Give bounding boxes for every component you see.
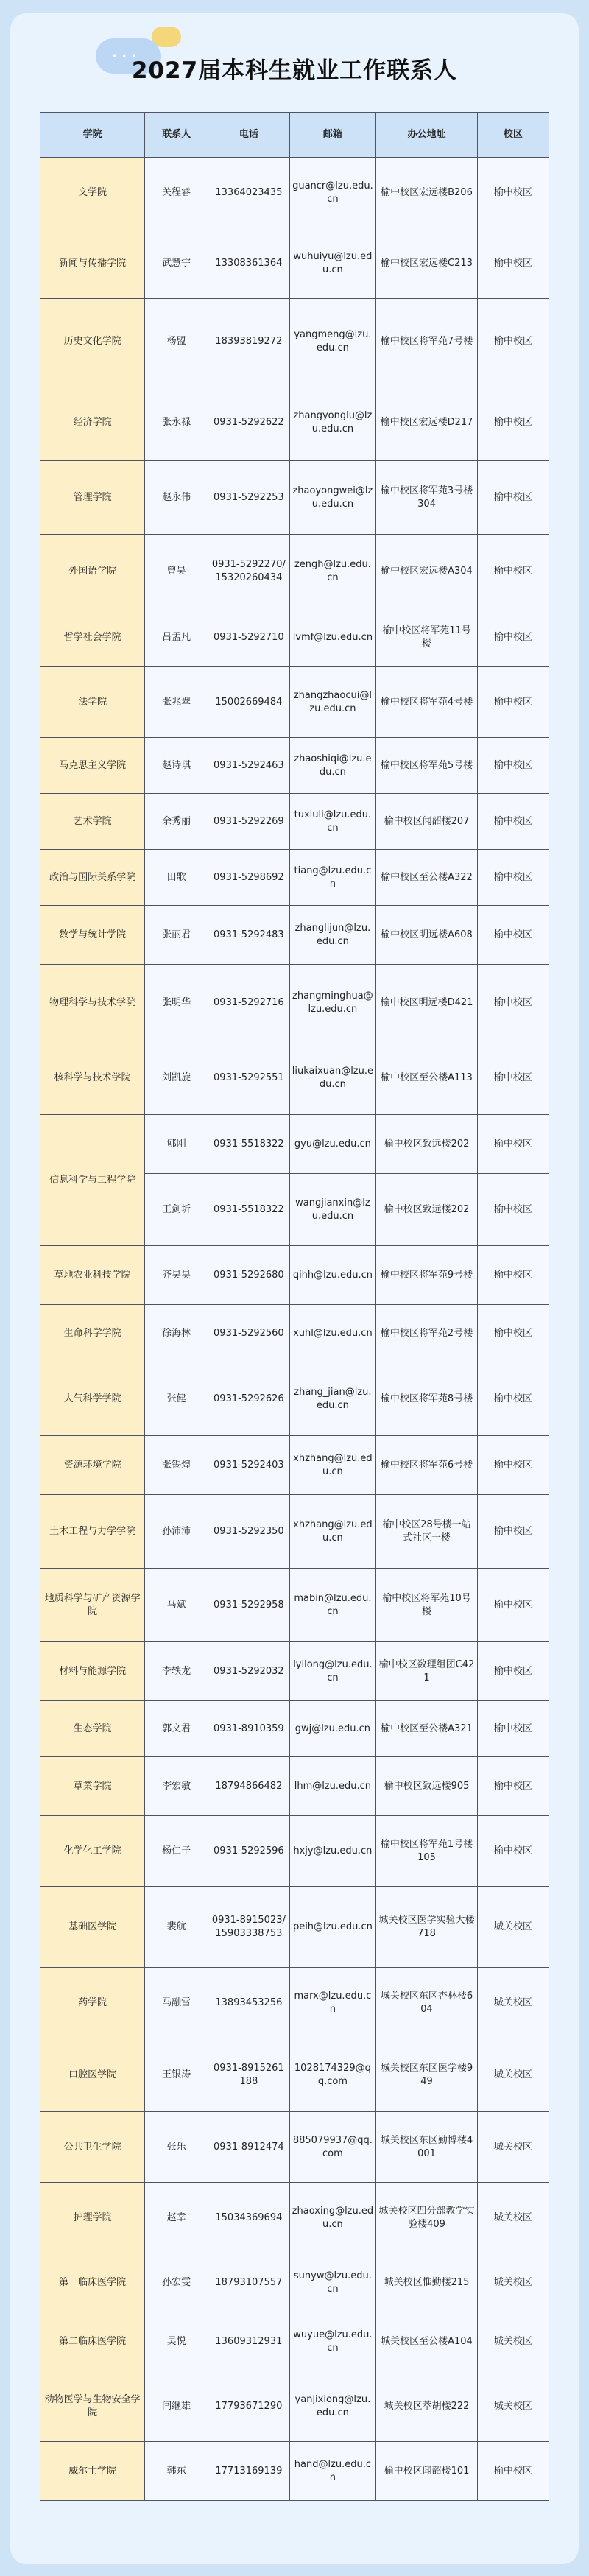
email-cell: zhanglijun@lzu.edu.cn: [289, 906, 375, 965]
email-cell: xuhl@lzu.edu.cn: [289, 1305, 375, 1362]
contact-cell: 马融雪: [145, 1968, 208, 2038]
table-row: [40, 667, 549, 738]
contact-cell: 孙宏雯: [145, 2253, 208, 2312]
email-cell: tuxiuli@lzu.edu.cn: [289, 794, 375, 850]
contact-cell: 裴航: [145, 1887, 208, 1968]
phone-cell: 0931-5292032: [208, 1642, 290, 1701]
office-cell: 榆中校区至公楼A321: [376, 1701, 478, 1757]
college-cell: 生命科学学院: [40, 1305, 145, 1362]
college-cell: 外国语学院: [40, 535, 145, 608]
email-cell: zhangyonglu@lzu.edu.cn: [289, 384, 375, 461]
contact-cell: 关程睿: [145, 158, 208, 228]
email-cell: xhzhang@lzu.edu.cn: [289, 1495, 375, 1569]
table-row: [40, 158, 549, 228]
email-cell: zhaoshiqi@lzu.edu.cn: [289, 738, 375, 794]
campus-cell: 榆中校区: [477, 667, 549, 738]
table-row: [40, 461, 549, 535]
contact-cell: 吴悦: [145, 2312, 208, 2371]
office-cell: 榆中校区将军苑4号楼: [376, 667, 478, 738]
campus-cell: 榆中校区: [477, 738, 549, 794]
header-college: 学院: [40, 113, 145, 158]
college-cell: 政治与国际关系学院: [40, 850, 145, 906]
college-cell: 物理科学与技术学院: [40, 965, 145, 1041]
office-cell: 榆中校区宏远楼C213: [376, 228, 478, 299]
college-cell: 基础医学院: [40, 1887, 145, 1968]
table-row: [40, 1041, 549, 1115]
email-cell: qihh@lzu.edu.cn: [289, 1246, 375, 1305]
office-cell: 榆中校区闻韶楼101: [376, 2442, 478, 2501]
table-row: [40, 1115, 549, 1174]
office-cell: 榆中校区将军苑11号楼: [376, 608, 478, 667]
contact-cell: 刘凯旋: [145, 1041, 208, 1115]
college-cell: 化学化工学院: [40, 1816, 145, 1887]
table-row: [40, 738, 549, 794]
college-cell: 草業学院: [40, 1757, 145, 1816]
email-cell: sunyw@lzu.edu.cn: [289, 2253, 375, 2312]
email-cell: guancr@lzu.edu.cn: [289, 158, 375, 228]
email-cell: peih@lzu.edu.cn: [289, 1887, 375, 1968]
contact-cell: 韩东: [145, 2442, 208, 2501]
college-cell: 艺术学院: [40, 794, 145, 850]
office-cell: 榆中校区将军苑2号楼: [376, 1305, 478, 1362]
phone-cell: 15034369694: [208, 2183, 290, 2253]
table-row: [40, 1757, 549, 1816]
table-row: [40, 608, 549, 667]
office-cell: 榆中校区明远楼A608: [376, 906, 478, 965]
office-cell: 榆中校区28号楼一站式社区一楼: [376, 1495, 478, 1569]
table-row: [40, 794, 549, 850]
phone-cell: 0931-5292622: [208, 384, 290, 461]
email-cell: zengh@lzu.edu.cn: [289, 535, 375, 608]
college-cell: 威尔士学院: [40, 2442, 145, 2501]
table-row: [40, 965, 549, 1041]
table-row: [40, 535, 549, 608]
office-cell: 榆中校区将军苑6号楼: [376, 1436, 478, 1495]
campus-cell: 榆中校区: [477, 1362, 549, 1436]
office-cell: 榆中校区明远楼D421: [376, 965, 478, 1041]
table-row: [40, 228, 549, 299]
college-cell: 第二临床医学院: [40, 2312, 145, 2371]
office-cell: 榆中校区将军苑10号楼: [376, 1569, 478, 1642]
email-cell: hxjy@lzu.edu.cn: [289, 1816, 375, 1887]
contact-cell: 张健: [145, 1362, 208, 1436]
header-campus: 校区: [477, 113, 549, 158]
office-cell: 城关校区萃胡楼222: [376, 2371, 478, 2442]
college-cell: 马克思主义学院: [40, 738, 145, 794]
phone-cell: 0931-5292551: [208, 1041, 290, 1115]
phone-cell: 0931-8915261188: [208, 2038, 290, 2112]
phone-cell: 0931-5292269: [208, 794, 290, 850]
office-cell: 榆中校区宏远楼A304: [376, 535, 478, 608]
college-cell: 草地农业科技学院: [40, 1246, 145, 1305]
campus-cell: 榆中校区: [477, 1701, 549, 1757]
college-cell: 管理学院: [40, 461, 145, 535]
campus-cell: 榆中校区: [477, 535, 549, 608]
college-cell: 文学院: [40, 158, 145, 228]
campus-cell: 城关校区: [477, 1968, 549, 2038]
email-cell: yanjixiong@lzu.edu.cn: [289, 2371, 375, 2442]
contact-cell: 郇刚: [145, 1115, 208, 1174]
office-cell: 榆中校区致远楼202: [376, 1115, 478, 1174]
table-row: [40, 2371, 549, 2442]
college-cell: 经济学院: [40, 384, 145, 461]
contact-table: [40, 112, 549, 2501]
college-cell: 新闻与传播学院: [40, 228, 145, 299]
phone-cell: 17793671290: [208, 2371, 290, 2442]
campus-cell: 榆中校区: [477, 1569, 549, 1642]
phone-cell: 13609312931: [208, 2312, 290, 2371]
campus-cell: 榆中校区: [477, 2442, 549, 2501]
contact-cell: 李宏敏: [145, 1757, 208, 1816]
office-cell: 榆中校区至公楼A113: [376, 1041, 478, 1115]
campus-cell: 榆中校区: [477, 965, 549, 1041]
college-cell: 数学与统计学院: [40, 906, 145, 965]
email-cell: mabin@lzu.edu.cn: [289, 1569, 375, 1642]
table-header-row: [40, 113, 549, 158]
campus-cell: 榆中校区: [477, 1041, 549, 1115]
phone-cell: 0931-5292270/15320260434: [208, 535, 290, 608]
office-cell: 城关校区东区医学楼949: [376, 2038, 478, 2112]
email-cell: 885079937@qq.com: [289, 2112, 375, 2183]
table-row: [40, 1816, 549, 1887]
contact-cell: 张乐: [145, 2112, 208, 2183]
office-cell: 榆中校区宏远楼D217: [376, 384, 478, 461]
table-row: [40, 1642, 549, 1701]
table-row: [40, 1701, 549, 1757]
email-cell: marx@lzu.edu.cn: [289, 1968, 375, 2038]
phone-cell: 0931-5292463: [208, 738, 290, 794]
campus-cell: 榆中校区: [477, 1757, 549, 1816]
office-cell: 榆中校区数理组团C421: [376, 1642, 478, 1701]
office-cell: 城关校区医学实验大楼718: [376, 1887, 478, 1968]
campus-cell: 榆中校区: [477, 1115, 549, 1174]
campus-cell: 榆中校区: [477, 850, 549, 906]
campus-cell: 榆中校区: [477, 299, 549, 384]
office-cell: 榆中校区宏远楼B206: [376, 158, 478, 228]
email-cell: tiang@lzu.edu.cn: [289, 850, 375, 906]
campus-cell: 榆中校区: [477, 1305, 549, 1362]
office-cell: 城关校区惟勤楼215: [376, 2253, 478, 2312]
phone-cell: 18793107557: [208, 2253, 290, 2312]
contact-cell: 闫继雄: [145, 2371, 208, 2442]
phone-cell: 0931-5292403: [208, 1436, 290, 1495]
office-cell: 城关校区四分部教学实验楼409: [376, 2183, 478, 2253]
header-phone: 电话: [208, 113, 290, 158]
contact-cell: 张丽君: [145, 906, 208, 965]
campus-cell: 榆中校区: [477, 1495, 549, 1569]
college-cell: 口腔医学院: [40, 2038, 145, 2112]
college-cell: 哲学社会学院: [40, 608, 145, 667]
phone-cell: 13893453256: [208, 1968, 290, 2038]
college-cell: 土木工程与力学学院: [40, 1495, 145, 1569]
email-cell: hand@lzu.edu.cn: [289, 2442, 375, 2501]
email-cell: lhm@lzu.edu.cn: [289, 1757, 375, 1816]
email-cell: wuyue@lzu.edu.cn: [289, 2312, 375, 2371]
table-row: [40, 2038, 549, 2112]
email-cell: zhangzhaocui@lzu.edu.cn: [289, 667, 375, 738]
email-cell: liukaixuan@lzu.edu.cn: [289, 1041, 375, 1115]
campus-cell: 城关校区: [477, 2038, 549, 2112]
phone-cell: 17713169139: [208, 2442, 290, 2501]
campus-cell: 榆中校区: [477, 608, 549, 667]
contact-cell: 张永禄: [145, 384, 208, 461]
chat-bubble-icon: •••: [96, 38, 161, 74]
office-cell: 榆中校区致远楼905: [376, 1757, 478, 1816]
table-row: [40, 1887, 549, 1968]
phone-cell: 0931-8912474: [208, 2112, 290, 2183]
table-row: [40, 1495, 549, 1569]
office-cell: 城关校区东区杏林楼604: [376, 1968, 478, 2038]
campus-cell: 榆中校区: [477, 794, 549, 850]
email-cell: wangjianxin@lzu.edu.cn: [289, 1174, 375, 1246]
phone-cell: 0931-5292253: [208, 461, 290, 535]
contact-cell: 曾昊: [145, 535, 208, 608]
contact-cell: 郭文君: [145, 1701, 208, 1757]
table-row: [40, 850, 549, 906]
table-row: [40, 299, 549, 384]
phone-cell: 0931-5292680: [208, 1246, 290, 1305]
phone-cell: 15002669484: [208, 667, 290, 738]
office-cell: 榆中校区将军苑3号楼304: [376, 461, 478, 535]
office-cell: 榆中校区将军苑9号楼: [376, 1246, 478, 1305]
college-cell: 大气科学学院: [40, 1362, 145, 1436]
college-cell: 第一临床医学院: [40, 2253, 145, 2312]
table-row: [40, 384, 549, 461]
contact-cell: 王银涛: [145, 2038, 208, 2112]
campus-cell: 城关校区: [477, 2371, 549, 2442]
contact-cell: 武慧宇: [145, 228, 208, 299]
campus-cell: 榆中校区: [477, 1246, 549, 1305]
campus-cell: 榆中校区: [477, 384, 549, 461]
phone-cell: 0931-5292958: [208, 1569, 290, 1642]
college-cell: 资源环境学院: [40, 1436, 145, 1495]
contact-cell: 马斌: [145, 1569, 208, 1642]
office-cell: 榆中校区至公楼A322: [376, 850, 478, 906]
table-row: [40, 1246, 549, 1305]
contact-cell: 赵幸: [145, 2183, 208, 2253]
email-cell: zhaoxing@lzu.edu.cn: [289, 2183, 375, 2253]
college-cell: 护理学院: [40, 2183, 145, 2253]
college-cell: 法学院: [40, 667, 145, 738]
email-cell: wuhuiyu@lzu.edu.cn: [289, 228, 375, 299]
college-cell: 材料与能源学院: [40, 1642, 145, 1701]
contact-cell: 赵永伟: [145, 461, 208, 535]
office-cell: 榆中校区将军苑8号楼: [376, 1362, 478, 1436]
office-cell: 榆中校区闻韶楼207: [376, 794, 478, 850]
page-title: 2027届本科生就业工作联系人: [131, 57, 458, 84]
campus-cell: 榆中校区: [477, 461, 549, 535]
contact-cell: 孙沛沛: [145, 1495, 208, 1569]
contact-cell: 余秀丽: [145, 794, 208, 850]
table-row: [40, 1968, 549, 2038]
campus-cell: 城关校区: [477, 2253, 549, 2312]
table-row: [40, 1569, 549, 1642]
office-cell: 城关校区东区勤博楼4001: [376, 2112, 478, 2183]
campus-cell: 榆中校区: [477, 1436, 549, 1495]
contact-cell: 张兆翠: [145, 667, 208, 738]
office-cell: 榆中校区致远楼202: [376, 1174, 478, 1246]
phone-cell: 13364023435: [208, 158, 290, 228]
table-row: [40, 1362, 549, 1436]
contact-cell: 杨仁子: [145, 1816, 208, 1887]
phone-cell: 0931-8915023/15903338753: [208, 1887, 290, 1968]
table-row: [40, 906, 549, 965]
email-cell: 1028174329@qq.com: [289, 2038, 375, 2112]
email-cell: zhaoyongwei@lzu.edu.cn: [289, 461, 375, 535]
campus-cell: 榆中校区: [477, 1642, 549, 1701]
office-cell: 城关校区至公楼A104: [376, 2312, 478, 2371]
email-cell: zhang_jian@lzu.edu.cn: [289, 1362, 375, 1436]
phone-cell: 18794866482: [208, 1757, 290, 1816]
email-cell: yangmeng@lzu.edu.cn: [289, 299, 375, 384]
header-office: 办公地址: [376, 113, 478, 158]
contact-cell: 赵诗琪: [145, 738, 208, 794]
college-cell: 药学院: [40, 1968, 145, 2038]
contact-cell: 张锡煌: [145, 1436, 208, 1495]
table-row: [40, 2183, 549, 2253]
phone-cell: 0931-8910359: [208, 1701, 290, 1757]
email-cell: xhzhang@lzu.edu.cn: [289, 1436, 375, 1495]
office-cell: 榆中校区将军苑1号楼105: [376, 1816, 478, 1887]
campus-cell: 榆中校区: [477, 158, 549, 228]
email-cell: zhangminghua@lzu.edu.cn: [289, 965, 375, 1041]
college-cell: 动物医学与生物安全学院: [40, 2371, 145, 2442]
table-row: [40, 2442, 549, 2501]
phone-cell: 18393819272: [208, 299, 290, 384]
email-cell: gwj@lzu.edu.cn: [289, 1701, 375, 1757]
table-row: [40, 2253, 549, 2312]
campus-cell: 城关校区: [477, 1887, 549, 1968]
phone-cell: 0931-5298692: [208, 850, 290, 906]
college-cell: 核科学与技术学院: [40, 1041, 145, 1115]
campus-cell: 榆中校区: [477, 1174, 549, 1246]
college-cell: 生态学院: [40, 1701, 145, 1757]
phone-cell: 0931-5518322: [208, 1174, 290, 1246]
college-cell: 公共卫生学院: [40, 2112, 145, 2183]
phone-cell: 0931-5292626: [208, 1362, 290, 1436]
table-row: [40, 1436, 549, 1495]
campus-cell: 城关校区: [477, 2312, 549, 2371]
phone-cell: 0931-5518322: [208, 1115, 290, 1174]
table-row: [40, 2112, 549, 2183]
contact-cell: 吕孟凡: [145, 608, 208, 667]
college-cell: 地质科学与矿产资源学院: [40, 1569, 145, 1642]
office-cell: 榆中校区将军苑7号楼: [376, 299, 478, 384]
campus-cell: 城关校区: [477, 2183, 549, 2253]
phone-cell: 0931-5292483: [208, 906, 290, 965]
email-cell: lyilong@lzu.edu.cn: [289, 1642, 375, 1701]
campus-cell: 榆中校区: [477, 906, 549, 965]
contact-cell: 王剑圻: [145, 1174, 208, 1246]
college-cell: 信息科学与工程学院: [40, 1115, 145, 1246]
college-cell: 历史文化学院: [40, 299, 145, 384]
phone-cell: 13308361364: [208, 228, 290, 299]
table-row: [40, 1305, 549, 1362]
email-cell: lvmf@lzu.edu.cn: [289, 608, 375, 667]
header-contact: 联系人: [145, 113, 208, 158]
contact-cell: 齐昊昊: [145, 1246, 208, 1305]
campus-cell: 榆中校区: [477, 1816, 549, 1887]
phone-cell: 0931-5292350: [208, 1495, 290, 1569]
phone-cell: 0931-5292716: [208, 965, 290, 1041]
phone-cell: 0931-5292560: [208, 1305, 290, 1362]
office-cell: 榆中校区将军苑5号楼: [376, 738, 478, 794]
campus-cell: 城关校区: [477, 2112, 549, 2183]
phone-cell: 0931-5292710: [208, 608, 290, 667]
phone-cell: 0931-5292596: [208, 1816, 290, 1887]
email-cell: gyu@lzu.edu.cn: [289, 1115, 375, 1174]
campus-cell: 榆中校区: [477, 228, 549, 299]
contact-cell: 杨盟: [145, 299, 208, 384]
contact-cell: 田歌: [145, 850, 208, 906]
contact-cell: 徐海林: [145, 1305, 208, 1362]
contact-cell: 李轶龙: [145, 1642, 208, 1701]
header-email: 邮箱: [289, 113, 375, 158]
contact-cell: 张明华: [145, 965, 208, 1041]
table-row: [40, 2312, 549, 2371]
